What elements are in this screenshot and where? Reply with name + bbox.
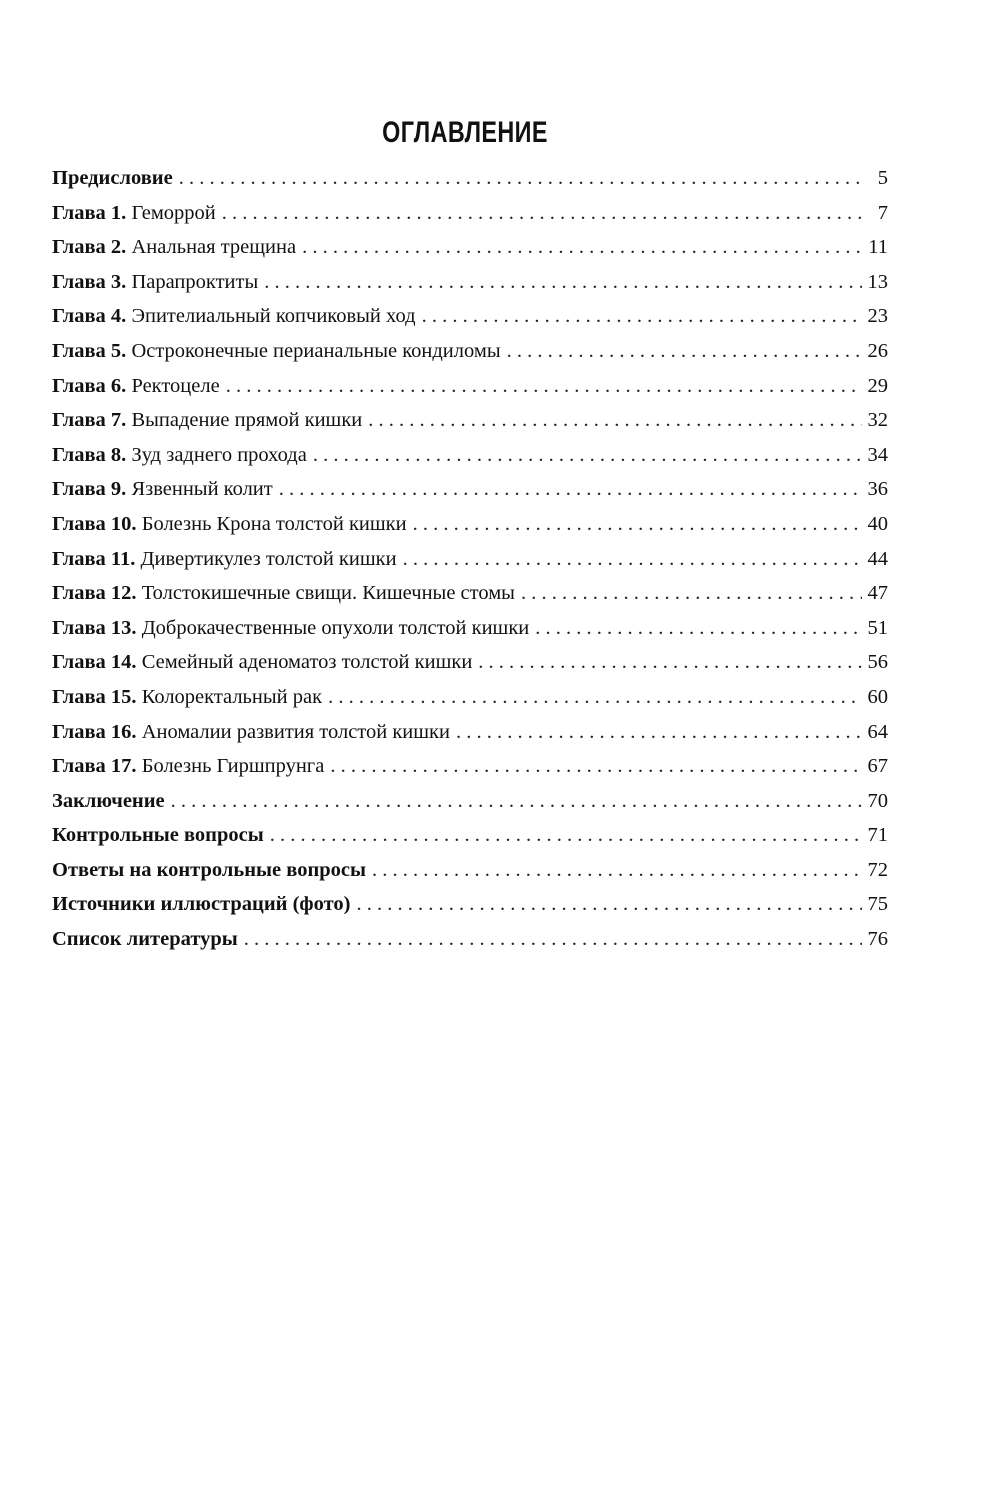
toc-entry-page: 71 xyxy=(867,824,888,847)
toc-entry-title: Толстокишечные свищи. Кишечные стомы xyxy=(141,582,515,605)
toc-entry-label xyxy=(52,305,416,328)
toc-entry-prefix: Ответы на контрольные вопросы xyxy=(52,858,367,881)
toc-entry-title: Болезнь Крона толстой кишки xyxy=(141,512,407,535)
dot-leader xyxy=(330,755,862,778)
toc-entry[interactable] xyxy=(52,893,888,928)
toc-entry-page: 13 xyxy=(867,270,888,293)
toc-entry-label xyxy=(52,790,165,813)
dot-leader xyxy=(521,582,862,605)
toc-entry[interactable] xyxy=(52,478,888,513)
dot-leader xyxy=(279,478,862,501)
toc-entry-page: 70 xyxy=(867,789,888,812)
toc-entry[interactable] xyxy=(52,686,888,721)
dot-leader xyxy=(535,617,862,640)
dot-leader xyxy=(328,686,862,709)
toc-entry-title: Выпадение прямой кишки xyxy=(131,409,363,432)
dot-leader xyxy=(372,859,862,882)
toc-entry-page: 75 xyxy=(867,893,888,916)
toc-entry-label xyxy=(52,478,273,501)
toc-entry[interactable] xyxy=(52,755,888,790)
toc-entry[interactable] xyxy=(52,582,888,617)
toc-entry-page: 47 xyxy=(867,582,888,605)
toc-entry-page: 34 xyxy=(867,443,888,466)
toc-entry-prefix: Глава 8. xyxy=(52,443,127,466)
toc-entry-label xyxy=(52,548,397,571)
toc-entry[interactable] xyxy=(52,409,888,444)
toc-entry-title: Зуд заднего прохода xyxy=(131,443,307,466)
toc-entry-title: Дивертикулез толстой кишки xyxy=(140,547,397,570)
dot-leader xyxy=(478,651,862,674)
toc-entry-page: 40 xyxy=(867,512,888,535)
toc-entry-page: 11 xyxy=(868,236,888,259)
toc-entry-prefix: Источники иллюстраций (фото) xyxy=(52,893,351,916)
toc-entry-prefix: Глава 6. xyxy=(52,374,127,397)
toc-entry-label xyxy=(52,375,220,398)
toc-entry-label xyxy=(52,167,173,190)
dot-leader xyxy=(456,721,862,744)
toc-entry-title: Геморрой xyxy=(131,201,216,224)
toc-entry[interactable] xyxy=(52,859,888,894)
toc-entry-label xyxy=(52,859,366,882)
toc-entry-prefix: Глава 5. xyxy=(52,339,127,362)
dot-leader xyxy=(264,271,862,294)
dot-leader xyxy=(413,513,862,536)
toc-entry-label xyxy=(52,721,450,744)
toc-entry-title: Ректоцеле xyxy=(131,374,220,397)
dot-leader xyxy=(507,340,862,363)
toc-entry-title: Аномалии развития толстой кишки xyxy=(141,720,450,743)
toc-entry-label xyxy=(52,617,529,640)
toc-entry-prefix: Глава 1. xyxy=(52,201,127,224)
toc-entry-label xyxy=(52,340,501,363)
toc-entry-label xyxy=(52,651,472,674)
toc-entry-label xyxy=(52,824,264,847)
toc-entry-prefix: Список литературы xyxy=(52,928,238,951)
toc-entry[interactable] xyxy=(52,651,888,686)
toc-entry[interactable] xyxy=(52,167,888,202)
toc-entry-prefix: Глава 2. xyxy=(52,236,127,259)
table-of-contents xyxy=(52,167,888,963)
dot-leader xyxy=(171,790,862,813)
toc-entry-title: Эпителиальный копчиковый ход xyxy=(131,305,416,328)
toc-entry-label xyxy=(52,444,307,467)
toc-entry-title: Парапроктиты xyxy=(131,270,259,293)
toc-entry[interactable] xyxy=(52,236,888,271)
toc-entry-page: 44 xyxy=(867,547,888,570)
toc-entry[interactable] xyxy=(52,340,888,375)
toc-entry[interactable] xyxy=(52,513,888,548)
toc-entry-prefix: Контрольные вопросы xyxy=(52,824,264,847)
toc-entry-title: Анальная трещина xyxy=(131,236,297,259)
toc-entry-prefix: Глава 11. xyxy=(52,547,136,570)
toc-entry-page: 64 xyxy=(867,720,888,743)
toc-entry[interactable] xyxy=(52,271,888,306)
toc-entry-prefix: Глава 3. xyxy=(52,270,127,293)
toc-entry-label xyxy=(52,928,238,951)
toc-entry-label xyxy=(52,271,258,294)
toc-entry[interactable] xyxy=(52,444,888,479)
toc-entry-page: 32 xyxy=(867,409,888,432)
toc-entry-title: Болезнь Гиршпрунга xyxy=(141,755,325,778)
toc-entry-prefix: Глава 12. xyxy=(52,582,137,605)
toc-entry-prefix: Глава 4. xyxy=(52,305,127,328)
dot-leader xyxy=(313,444,862,467)
toc-entry-title: Язвенный колит xyxy=(131,478,273,501)
toc-entry[interactable] xyxy=(52,721,888,756)
toc-entry-prefix: Глава 14. xyxy=(52,651,137,674)
toc-entry-label xyxy=(52,755,324,778)
dot-leader xyxy=(270,824,862,847)
toc-entry-page: 72 xyxy=(867,858,888,881)
dot-leader xyxy=(302,236,862,259)
toc-entry-prefix: Глава 16. xyxy=(52,720,137,743)
dot-leader xyxy=(179,167,862,190)
toc-entry-prefix: Глава 9. xyxy=(52,478,127,501)
toc-entry-prefix: Глава 10. xyxy=(52,512,137,535)
toc-entry[interactable] xyxy=(52,375,888,410)
toc-entry-prefix: Глава 17. xyxy=(52,755,137,778)
dot-leader xyxy=(222,202,862,225)
toc-entry-title: Колоректальный рак xyxy=(141,685,323,708)
dot-leader xyxy=(244,928,862,951)
toc-entry-prefix: Глава 13. xyxy=(52,616,137,639)
toc-entry-label xyxy=(52,202,216,225)
toc-entry-prefix: Глава 7. xyxy=(52,409,127,432)
toc-entry[interactable] xyxy=(52,548,888,583)
toc-entry[interactable] xyxy=(52,928,888,963)
toc-entry[interactable] xyxy=(52,790,888,825)
dot-leader xyxy=(403,548,862,571)
toc-entry-page: 67 xyxy=(867,755,888,778)
toc-entry-page: 5 xyxy=(877,167,888,189)
toc-entry-label xyxy=(52,893,350,916)
toc-entry-prefix: Глава 15. xyxy=(52,685,137,708)
toc-entry-page: 60 xyxy=(867,685,888,708)
toc-entry[interactable] xyxy=(52,305,888,340)
toc-entry[interactable] xyxy=(52,617,888,652)
toc-entry-page: 76 xyxy=(867,928,888,951)
toc-entry-title: Семейный аденоматоз толстой кишки xyxy=(141,651,473,674)
toc-entry-label xyxy=(52,582,515,605)
toc-entry-page: 36 xyxy=(867,478,888,501)
dot-leader xyxy=(226,375,862,398)
toc-entry-label xyxy=(52,686,322,709)
toc-entry-page: 23 xyxy=(867,305,888,328)
toc-entry-page: 26 xyxy=(867,339,888,362)
toc-entry-label xyxy=(52,513,407,536)
page-title: ОГЛАВЛЕНИЕ xyxy=(382,116,548,149)
toc-entry[interactable] xyxy=(52,202,888,237)
toc-entry-prefix: Заключение xyxy=(52,789,165,812)
toc-entry-page: 29 xyxy=(867,374,888,397)
toc-entry-page: 7 xyxy=(877,201,888,224)
toc-entry-label xyxy=(52,409,362,432)
toc-entry-prefix: Предисловие xyxy=(52,167,173,189)
toc-entry[interactable] xyxy=(52,824,888,859)
toc-entry-title: Остроконечные перианальные кондиломы xyxy=(131,339,501,362)
toc-entry-title: Доброкачественные опухоли толстой кишки xyxy=(141,616,530,639)
toc-entry-page: 56 xyxy=(867,651,888,674)
toc-entry-page: 51 xyxy=(867,616,888,639)
dot-leader xyxy=(368,409,862,432)
dot-leader xyxy=(356,893,862,916)
dot-leader xyxy=(422,305,862,328)
toc-entry-label xyxy=(52,236,296,259)
